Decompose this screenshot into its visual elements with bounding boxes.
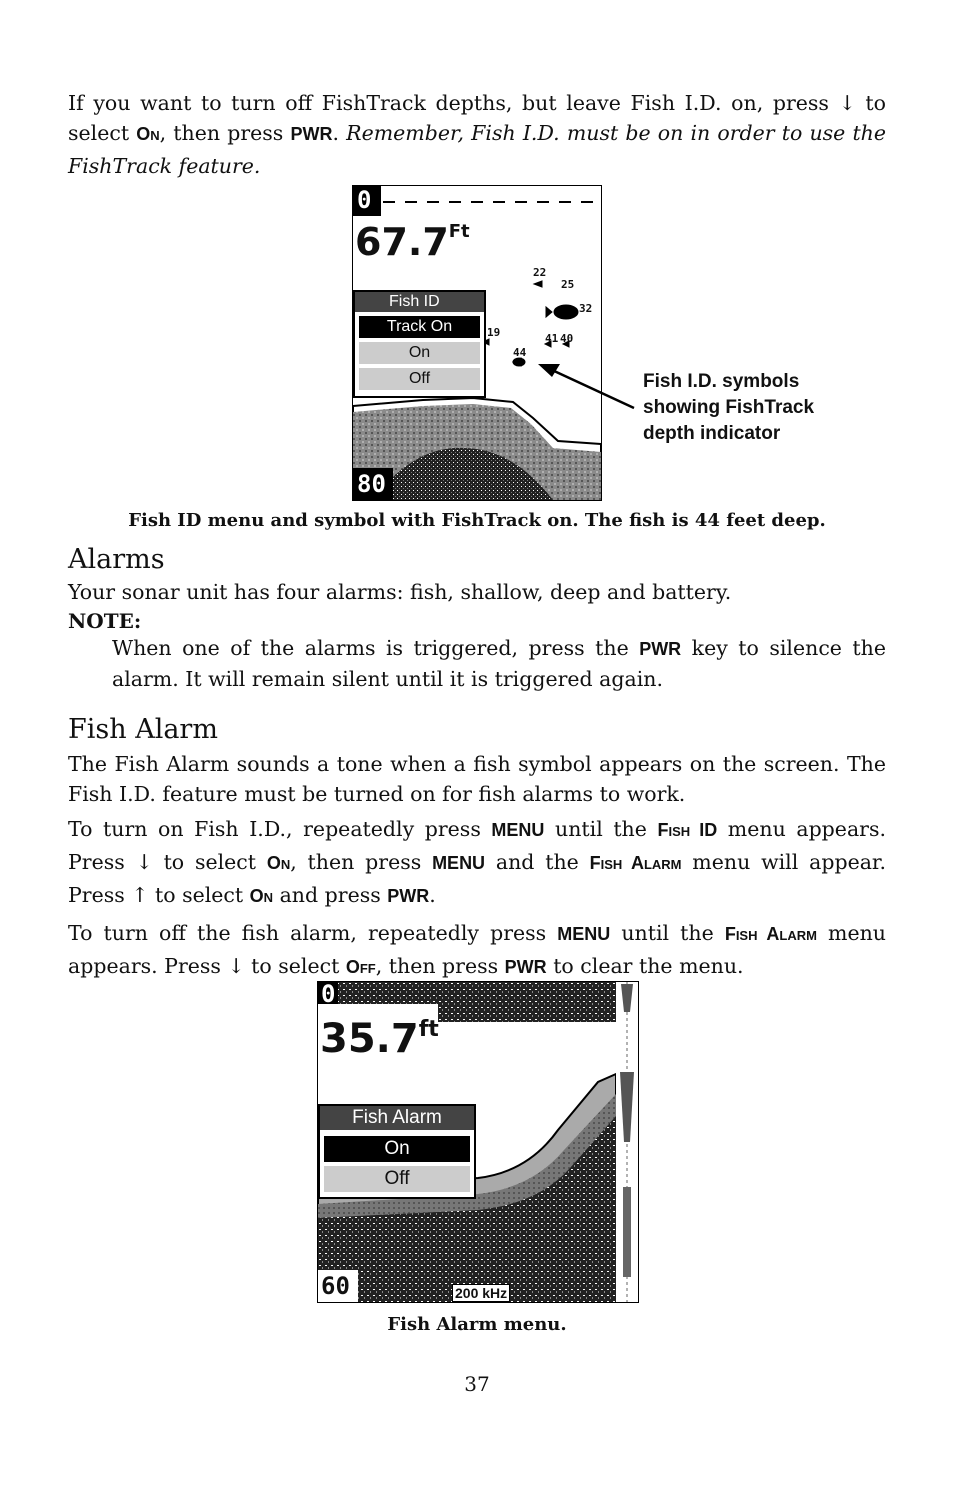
alarms-section (68, 544, 886, 694)
alarms-paragraph: Your sonar unit has four alarms: fish, shallow, deep and battery. (68, 580, 732, 604)
fish-alarm-menu-title: Fish Alarm (320, 1106, 474, 1130)
fish-alarm-sonar-screen (317, 981, 639, 1303)
fish-alarm-heading: Fish Alarm (68, 714, 218, 745)
depth-unit: Ft (448, 221, 470, 242)
note-paragraph: When one of the alarms is triggered, press the PWR key to silence the alarm. It will remain silent until it is triggered again. (112, 636, 886, 691)
menu-item-on[interactable]: On (324, 1136, 470, 1162)
depth-bottom-label: 80 (357, 470, 386, 498)
figure-2-caption: Fish Alarm menu. (387, 1314, 567, 1335)
fish-label-5: 44 (513, 346, 527, 359)
fish-alarm-section (68, 714, 886, 984)
menu-item-track-on[interactable]: Track On (359, 316, 480, 338)
depth-reading: $67.7^{Ft}$ (355, 220, 470, 264)
depth-top-label: 0 (321, 981, 336, 1008)
fish-alarm-paragraph-2: To turn on Fish I.D., repeatedly press MENU until the FISH ID menu appears. Press ↓ to select ON, then press MENU and the FISH ALARM menu will appear. Press ↑ to select ON and press PWR. (68, 817, 886, 907)
menu-item-off[interactable]: Off (324, 1166, 470, 1192)
intro-italic-note: Remember, Fish I.D. must be on in order to use the FishTrack feature. (68, 121, 887, 178)
fish-id-menu-title: Fish ID (355, 292, 484, 312)
fish-label-4: 19 (487, 326, 501, 339)
fish-alarm-paragraph-3: To turn off the fish alarm, repeatedly press MENU until the FISH ALARM menu appears. Press ↓ to select OFF, then press PWR to clear the menu. (68, 921, 886, 978)
fish-id-sonar-screen (352, 185, 602, 501)
note-label: NOTE: (68, 609, 142, 633)
menu-item-off[interactable]: Off (359, 368, 480, 390)
depth-unit: ft (418, 1017, 439, 1042)
page-number: 37 (464, 1372, 490, 1396)
depth-bottom-label: 60 (321, 1272, 350, 1300)
depth-top-label: 0 (357, 186, 372, 214)
depth-reading: $35.7^{ft}$ (320, 1016, 439, 1062)
fish-label-7: 40 (560, 332, 574, 345)
intro-block (68, 88, 886, 181)
alarms-heading: Alarms (68, 544, 165, 575)
frequency-badge: 200 kHz (452, 1284, 510, 1302)
menu-item-on[interactable]: On (359, 342, 480, 364)
fish-label-6: 41 (545, 332, 559, 345)
fish-alarm-menu[interactable] (318, 1104, 476, 1199)
pwr-key: PWR (290, 124, 333, 144)
fish-id-annotation: Fish I.D. symbols showing FishTrack depth indicator (643, 371, 815, 444)
intro-paragraph: If you want to turn off FishTrack depths, but leave Fish I.D. on, press ↓ to select ON, then press PWR. Remember, Fish I.D. must be on in order to use the FishTrack feature. (68, 91, 887, 178)
figure-1-caption: Fish ID menu and symbol with FishTrack on. The fish is 44 feet deep. (128, 510, 826, 531)
fish-label-1: 22 (533, 266, 547, 279)
fish-label-2: 25 (561, 278, 575, 291)
fish-alarm-paragraph-1: The Fish Alarm sounds a tone when a fish symbol appears on the screen. The Fish I.D. feature must be turned on for fish alarms to work. (68, 752, 886, 806)
fish-label-3: 32 (579, 302, 593, 315)
fish-id-menu[interactable] (353, 290, 486, 398)
